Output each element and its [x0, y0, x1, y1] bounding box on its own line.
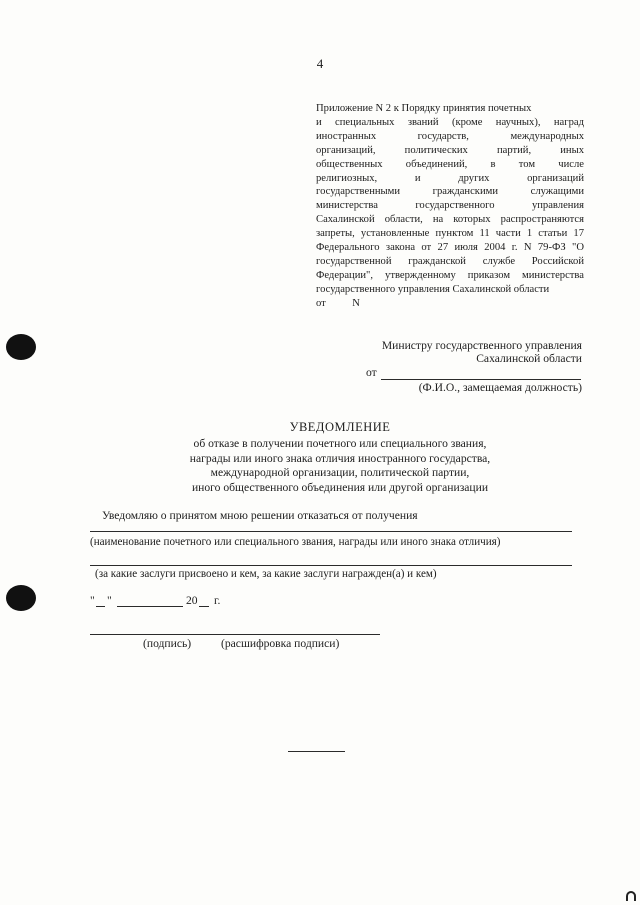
- subtitle-line: об отказе в получении почетного или специального звания,: [193, 437, 487, 450]
- appendix-line: и специальных званий (кроме научных), наград: [316, 116, 584, 128]
- appendix-date-line: от N: [316, 297, 360, 309]
- subtitle-line: награды или иного знака отличия иностранного государства,: [189, 451, 491, 465]
- appendix-line: иностранных государств, международных: [316, 130, 584, 142]
- subtitle-line: иного общественного объединения или другой организации: [191, 480, 489, 494]
- merits-line: [90, 565, 572, 566]
- date-quote-open: ": [90, 594, 95, 607]
- date-quote-close: ": [107, 594, 112, 607]
- date-year-line: [199, 606, 209, 607]
- signature-line: [90, 634, 380, 635]
- page-number: 4: [316, 56, 324, 71]
- appendix-line: государственной гражданской службе Российской: [316, 255, 584, 267]
- appendix-line: Сахалинской области, на которых распространяются: [316, 214, 584, 226]
- date-day-line: [96, 606, 105, 607]
- award-name-hint: (наименование почетного или специального звания, награды или иного знака отличия): [90, 536, 501, 548]
- from-field-line: [381, 379, 581, 380]
- appendix-line: организаций, политических партий, иных: [316, 144, 584, 156]
- date-year-prefix: 20: [186, 594, 198, 607]
- from-label: от: [366, 366, 377, 379]
- appendix-line: государственными гражданскими служащими: [316, 186, 584, 198]
- appendix-line: Федерального закона от 27 июля 2004 г. N 79-ФЗ "О: [316, 242, 584, 254]
- appendix-line: министерства государственного управления: [316, 200, 584, 212]
- appendix-line: запреты, установленные пунктом 11 части 1 статьи 17: [316, 228, 584, 240]
- award-name-line: [90, 531, 572, 532]
- date-suffix: г.: [214, 594, 221, 607]
- signature-hint: (подпись): [143, 637, 192, 650]
- subtitle-line: международной организации, политической партии,: [210, 466, 470, 479]
- notice-subtitle: [0, 437, 640, 495]
- from-hint: (Ф.И.О., замещаемая должность): [418, 381, 582, 394]
- appendix-line: государственного управления Сахалинской области: [316, 283, 550, 295]
- appendix-line: религиозных, и других организаций: [316, 172, 584, 184]
- appendix-line: общественных объединений, в том числе: [316, 158, 584, 170]
- notice-title: УВЕДОМЛЕНИЕ: [289, 420, 391, 434]
- punch-hole: [6, 334, 36, 360]
- date-month-line: [117, 606, 183, 607]
- appendix-header: [316, 102, 584, 311]
- appendix-line: Приложение N 2 к Порядку принятия почетных: [316, 103, 532, 114]
- intro-text: Уведомляю о принятом мною решении отказаться от получения: [102, 509, 418, 522]
- appendix-line: Федерации", утвержденному приказом министерства: [316, 269, 584, 281]
- corner-mark: [626, 891, 636, 901]
- closing-separator: [288, 751, 345, 752]
- addressee-line-2: Сахалинской области: [476, 352, 582, 365]
- punch-hole: [6, 585, 36, 611]
- merits-hint: (за какие заслуги присвоено и кем, за какие заслуги награжден(а) и кем): [95, 568, 437, 580]
- signature-decrypt-hint: (расшифровка подписи): [221, 637, 340, 650]
- addressee-line-1: Министру государственного управления: [381, 339, 582, 352]
